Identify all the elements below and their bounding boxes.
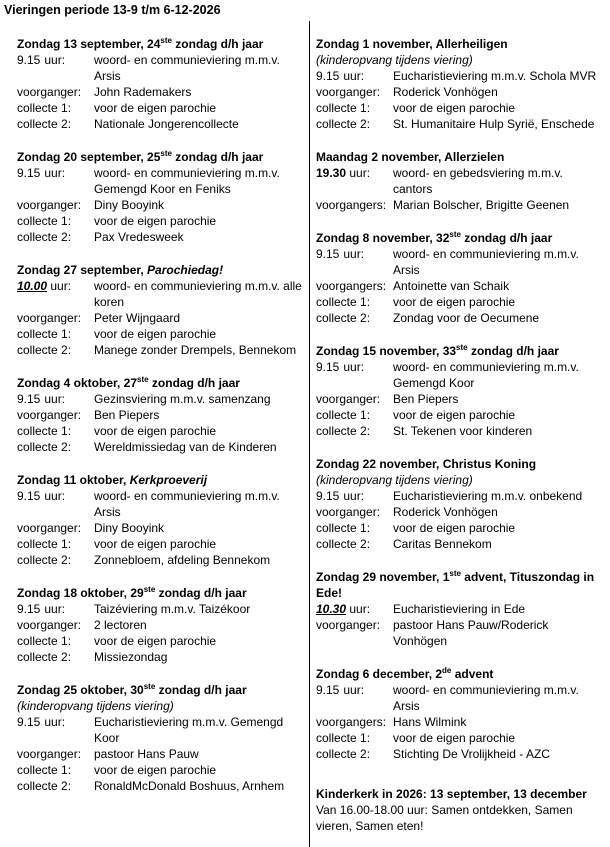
collection-1-value: voor de eigen parochie (94, 634, 217, 648)
collection-2-label: collecte 2: (316, 424, 371, 438)
heading-text: Zondag 29 november, 1 (316, 570, 450, 584)
time-label (316, 682, 393, 714)
service-time: 9.15 (316, 360, 340, 374)
event-heading (17, 149, 307, 165)
officiant-value: Marian Bolscher, Brigitte Geenen (393, 198, 570, 212)
heading-text: Zondag 8 november, 32 (316, 231, 450, 245)
collection-1-value: voor de eigen parochie (393, 295, 516, 309)
officiant-label: voorganger: (316, 505, 381, 519)
collection-2-label: collecte 2: (316, 311, 371, 325)
collection-1-value: voor de eigen parochie (94, 763, 217, 777)
event-heading (17, 36, 307, 52)
collection-2-label: collecte 2: (316, 117, 371, 131)
time-row (17, 165, 307, 197)
officiant-label: voorganger: (17, 618, 82, 632)
event-heading (316, 36, 604, 52)
officiant-label: voorganger: (316, 392, 381, 406)
service-time: 9.15 (316, 683, 340, 697)
officiant-row (17, 84, 307, 100)
event-heading (17, 682, 307, 698)
collection-2-value: RonaldMcDonald Boshuus, Arnhem (94, 779, 285, 793)
collection-2-value: St. Tekenen voor kinderen (393, 424, 533, 438)
heading-ordinal-suffix: de (442, 666, 452, 675)
officiant-row (17, 407, 307, 423)
officiant-row (17, 617, 307, 633)
time-row (17, 601, 307, 617)
collection-2-value: Nationale Jongerencollecte (94, 117, 239, 131)
heading-ordinal-suffix: ste (143, 585, 156, 594)
heading-text-rest: zondag d/h jaar (460, 231, 553, 245)
collection-1-row (17, 326, 307, 342)
time-row (17, 52, 307, 84)
heading-ordinal-suffix: ste (456, 343, 468, 352)
officiant-label: voorganger: (316, 85, 381, 99)
collection-2-label: collecte 2: (17, 779, 72, 793)
service-description: Gezinsviering m.m.v. samenzang (94, 392, 271, 406)
collection-2-row (316, 746, 604, 762)
officiant-value: John Rademakers (94, 85, 192, 99)
time-label (316, 246, 393, 278)
event-block (316, 230, 604, 326)
collection-2-label: collecte 2: (17, 230, 72, 244)
time-row (316, 359, 604, 391)
collection-2-row (17, 229, 307, 245)
heading-text: Zondag 4 oktober, 27 (17, 376, 138, 390)
time-label (17, 52, 94, 84)
service-time: 9.15 (316, 247, 340, 261)
event-heading (316, 230, 604, 246)
collection-1-value: voor de eigen parochie (94, 537, 217, 551)
heading-ordinal-suffix: ste (137, 375, 149, 384)
collection-1-row (17, 762, 307, 778)
collection-2-value: Zonnebloem, afdeling Bennekom (94, 553, 271, 567)
collection-2-label: collecte 2: (17, 553, 72, 567)
collection-2-row (316, 116, 604, 132)
heading-text: Zondag 27 september, (17, 263, 148, 277)
time-label (316, 359, 393, 391)
collection-1-value: voor de eigen parochie (393, 521, 516, 535)
officiant-label: voorganger: (316, 618, 381, 632)
kinderkerk-heading: Kinderkerk in 2026: 13 september, 13 december (316, 787, 587, 801)
collection-1-label: collecte 1: (17, 537, 72, 551)
collection-1-row (17, 213, 307, 229)
collection-2-value: Caritas Bennekom (393, 537, 492, 551)
heading-text: Zondag 18 oktober, 29 (17, 586, 144, 600)
officiant-value: Diny Booyink (94, 198, 165, 212)
officiant-row (316, 84, 604, 100)
kinderkerk-text: Van 16.00-18.00 uur: Samen ontdekken, Samen vieren, Samen eten! (316, 803, 573, 833)
collection-1-label: collecte 1: (17, 763, 72, 777)
heading-text: Zondag 20 september, 25 (17, 150, 161, 164)
officiant-label: voorganger: (17, 85, 82, 99)
kinderkerk-block (316, 786, 604, 834)
collection-2-label: collecte 2: (17, 117, 72, 131)
collection-2-value: Manege zonder Drempels, Bennekom (94, 343, 297, 357)
heading-text-rest: zondag d/h jaar (467, 344, 559, 358)
heading-italic-text: Kerkproeverij (129, 473, 208, 487)
collection-1-value: voor de eigen parochie (94, 214, 217, 228)
time-suffix: uur: (44, 715, 66, 729)
collection-1-row (17, 633, 307, 649)
officiant-row (316, 278, 604, 294)
service-description: woord- en communieviering m.m.v. Gemengd Koor (393, 360, 579, 390)
event-block (316, 36, 604, 132)
time-suffix: uur: (346, 602, 371, 616)
service-description: woord- en communieviering m.m.v. Arsis (94, 489, 280, 519)
event-block (17, 149, 307, 245)
time-suffix: uur: (343, 360, 365, 374)
time-label (316, 601, 393, 617)
collection-1-row (316, 520, 604, 536)
officiant-label: voorganger: (17, 198, 82, 212)
service-description: Eucharistieviering m.m.v. onbekend (393, 489, 583, 503)
officiant-label: voorgangers: (316, 198, 387, 212)
service-time: 10.00 (17, 279, 48, 293)
service-description: woord- en communieviering m.m.v. Gemengd Koor en Feniks (94, 166, 280, 196)
heading-text-rest: zondag d/h jaar (171, 150, 264, 164)
time-label (17, 278, 94, 310)
collection-1-row (316, 294, 604, 310)
officiant-row (316, 197, 604, 213)
collection-1-label: collecte 1: (316, 521, 371, 535)
time-row (316, 165, 604, 197)
event-block (316, 456, 604, 552)
heading-text-rest: zondag d/h jaar (155, 586, 247, 600)
time-row (17, 391, 307, 407)
officiant-value: 2 lectoren (94, 618, 147, 632)
time-label (17, 601, 94, 617)
heading-text: Zondag 13 september, 24 (17, 37, 161, 51)
time-suffix: uur: (343, 683, 365, 697)
time-row (17, 714, 307, 746)
event-heading (17, 262, 307, 278)
collection-1-label: collecte 1: (17, 634, 72, 648)
officiant-value: Ben Piepers (94, 408, 160, 422)
service-time: 9.15 (17, 166, 41, 180)
officiant-label: voorganger: (17, 747, 82, 761)
childcare-note: (kinderopvang tijdens viering) (17, 699, 174, 713)
collection-2-value: Missiezondag (94, 650, 168, 664)
service-time: 9.15 (17, 53, 41, 67)
collection-1-row (17, 100, 307, 116)
heading-text: Zondag 1 november, Allerheiligen (316, 37, 508, 51)
collection-2-row (316, 423, 604, 439)
officiant-row (316, 504, 604, 520)
time-label (17, 391, 94, 407)
service-time: 9.15 (17, 715, 41, 729)
collection-2-row (316, 310, 604, 326)
time-row (17, 278, 307, 310)
event-heading (316, 149, 604, 165)
collection-1-value: voor de eigen parochie (94, 424, 217, 438)
event-heading (316, 456, 604, 472)
service-time: 9.15 (17, 392, 41, 406)
officiant-value: Antoinette van Schaik (393, 279, 510, 293)
collection-1-label: collecte 1: (316, 408, 371, 422)
collection-2-row (17, 778, 307, 794)
officiant-value: pastoor Hans Pauw (94, 747, 199, 761)
collection-2-value: St. Humanitaire Hulp Syrië, Enschede (393, 117, 595, 131)
officiant-value: Roderick Vonhögen (393, 505, 498, 519)
collection-1-value: voor de eigen parochie (94, 101, 217, 115)
officiant-value: Diny Booyink (94, 521, 165, 535)
officiant-value: Ben Piepers (393, 392, 459, 406)
collection-2-label: collecte 2: (17, 650, 72, 664)
time-label (316, 488, 393, 504)
collection-1-label: collecte 1: (316, 295, 371, 309)
heading-ordinal-suffix: ste (160, 149, 172, 158)
time-suffix: uur: (343, 489, 365, 503)
collection-2-row (17, 116, 307, 132)
officiant-row (17, 197, 307, 213)
heading-text: Zondag 15 november, 33 (316, 344, 457, 358)
collection-1-label: collecte 1: (17, 424, 72, 438)
officiant-value: Peter Wijngaard (94, 311, 181, 325)
time-suffix: uur: (44, 166, 66, 180)
collection-2-label: collecte 2: (316, 747, 371, 761)
heading-text-rest: zondag d/h jaar (155, 683, 247, 697)
service-time: 9.15 (17, 489, 41, 503)
collection-2-label: collecte 2: (17, 343, 72, 357)
service-description: woord- en gebedsviering m.m.v. cantors (393, 166, 563, 196)
time-label (17, 165, 94, 197)
time-label (17, 488, 94, 520)
service-description: Taizéviering m.m.v. Taizékoor (94, 602, 251, 616)
time-row (316, 246, 604, 278)
time-suffix: uur: (343, 247, 365, 261)
heading-text: Zondag 25 oktober, 30 (17, 683, 144, 697)
event-block (17, 585, 307, 665)
officiant-label: voorgangers: (316, 279, 387, 293)
event-heading (17, 375, 307, 391)
time-suffix: uur: (44, 392, 66, 406)
time-suffix: uur: (44, 53, 66, 67)
left-column (17, 36, 307, 794)
event-heading (316, 666, 604, 682)
service-description: woord- en communieviering m.m.v. Arsis (393, 247, 579, 277)
service-time: 9.15 (316, 69, 340, 83)
heading-ordinal-suffix: ste (143, 682, 156, 691)
time-label (17, 714, 94, 746)
collection-1-row (316, 407, 604, 423)
heading-text: Zondag 6 december, 2 (316, 667, 443, 681)
time-suffix: uur: (346, 166, 371, 180)
heading-text-rest: advent, Tituszondag in Ede! (316, 570, 595, 600)
service-description: woord- en communieviering m.m.v. Arsis (393, 683, 579, 713)
time-suffix: uur: (343, 69, 365, 83)
officiant-row (316, 617, 604, 649)
collection-2-value: Stichting De Vrolijkheid - AZC (393, 747, 550, 761)
heading-text-rest: zondag d/h jaar (171, 37, 264, 51)
event-block (316, 569, 604, 649)
officiant-value: pastoor Hans Pauw/Roderick Vonhögen (393, 618, 549, 648)
time-label (316, 68, 393, 84)
officiant-label: voorganger: (17, 521, 82, 535)
service-time: 10.30 (316, 602, 347, 616)
service-description: Eucharistieviering m.m.v. Schola MVR (393, 69, 597, 83)
collection-1-value: voor de eigen parochie (393, 731, 516, 745)
officiant-row (17, 746, 307, 762)
event-block (17, 36, 307, 132)
service-time: 9.15 (17, 602, 41, 616)
heading-text: Zondag 22 november, Christus Koning (316, 457, 537, 471)
service-description: Eucharistieviering in Ede (393, 602, 526, 616)
event-block (17, 682, 307, 794)
event-heading (17, 472, 307, 488)
event-heading (17, 585, 307, 601)
collection-1-value: voor de eigen parochie (393, 101, 516, 115)
collection-1-label: collecte 1: (316, 731, 371, 745)
heading-ordinal-suffix: ste (449, 569, 461, 578)
collection-2-row (17, 552, 307, 568)
collection-1-row (316, 100, 604, 116)
heading-text-rest: advent (451, 667, 494, 681)
collection-2-row (17, 439, 307, 455)
page-title: Vieringen periode 13-9 t/m 6-12-2026 (4, 3, 221, 17)
time-row (316, 682, 604, 714)
collection-2-row (17, 649, 307, 665)
service-description: Eucharistieviering m.m.v. Gemengd Koor (94, 715, 284, 745)
collection-1-label: collecte 1: (17, 214, 72, 228)
childcare-note: (kinderopvang tijdens viering) (316, 53, 473, 67)
time-label (316, 165, 393, 197)
heading-ordinal-suffix: ste (160, 36, 172, 45)
heading-text: Maandag 2 november, Allerzielen (316, 150, 505, 164)
event-block (17, 262, 307, 358)
officiant-label: voorganger: (17, 408, 82, 422)
time-suffix: uur: (47, 279, 72, 293)
time-suffix: uur: (44, 489, 66, 503)
collection-2-value: Zondag voor de Oecumene (393, 311, 540, 325)
collection-1-label: collecte 1: (17, 327, 72, 341)
time-row (316, 488, 604, 504)
collection-2-label: collecte 2: (17, 440, 72, 454)
event-block (316, 343, 604, 439)
service-time: 9.15 (316, 489, 340, 503)
collection-2-value: Wereldmissiedag van de Kinderen (94, 440, 277, 454)
heading-text-rest: zondag d/h jaar (148, 376, 240, 390)
event-block (17, 472, 307, 568)
collection-1-row (17, 536, 307, 552)
time-suffix: uur: (44, 602, 66, 616)
time-row (316, 601, 604, 617)
service-time: 19.30 (316, 166, 347, 180)
heading-text: Zondag 11 oktober, (17, 473, 130, 487)
heading-ordinal-suffix: ste (449, 230, 461, 239)
collection-2-value: Pax Vredesweek (94, 230, 184, 244)
column-divider (309, 21, 310, 847)
heading-italic-text: Parochiedag! (147, 263, 224, 277)
collection-1-label: collecte 1: (316, 101, 371, 115)
officiant-label: voorgangers: (316, 715, 387, 729)
event-block (316, 149, 604, 213)
collection-1-label: collecte 1: (17, 101, 72, 115)
childcare-note: (kinderopvang tijdens viering) (316, 473, 473, 487)
collection-2-label: collecte 2: (316, 537, 371, 551)
right-column (316, 36, 604, 834)
collection-1-row (316, 730, 604, 746)
event-block (17, 375, 307, 455)
time-row (316, 68, 604, 84)
officiant-row (316, 714, 604, 730)
officiant-value: Hans Wilmink (393, 715, 467, 729)
collection-1-value: voor de eigen parochie (94, 327, 217, 341)
event-heading (316, 343, 604, 359)
service-description: woord- en communieviering m.m.v. Arsis (94, 53, 280, 83)
collection-2-row (17, 342, 307, 358)
collection-1-value: voor de eigen parochie (393, 408, 516, 422)
collection-1-row (17, 423, 307, 439)
event-block (316, 666, 604, 762)
service-description: woord- en communieviering m.m.v. alle koren (94, 279, 302, 309)
time-row (17, 488, 307, 520)
officiant-row (316, 391, 604, 407)
collection-2-row (316, 536, 604, 552)
event-heading (316, 569, 604, 601)
officiant-label: voorganger: (17, 311, 82, 325)
officiant-row (17, 310, 307, 326)
officiant-row (17, 520, 307, 536)
officiant-value: Roderick Vonhögen (393, 85, 498, 99)
